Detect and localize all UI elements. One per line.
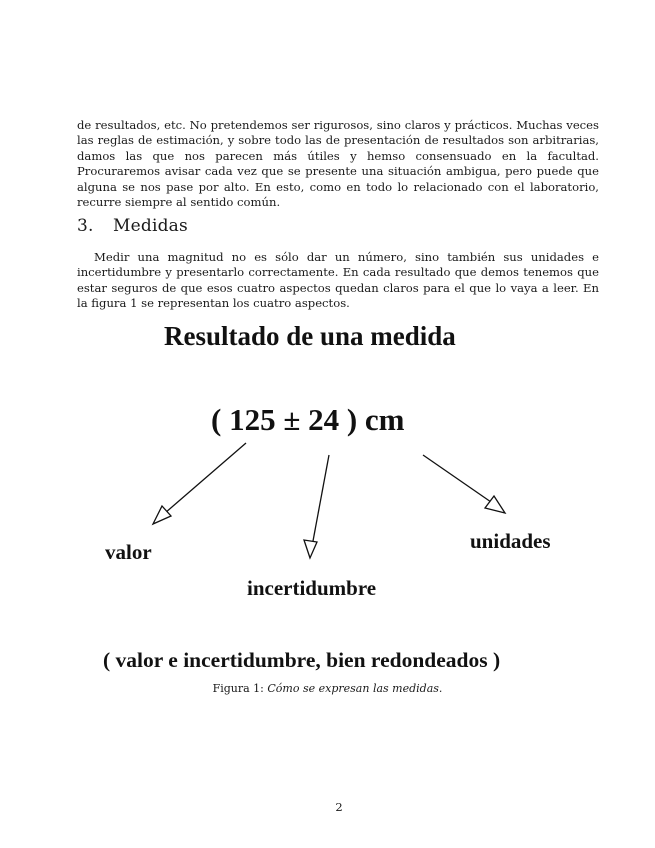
- arrow-to-unidades: [423, 455, 505, 513]
- page-number: 2: [335, 800, 343, 814]
- figure-title: Resultado de una medida: [164, 321, 456, 351]
- paragraph-intro-continued: de resultados, etc. No pretendemos ser rigurosos, sino claros y prácticos. Muchas veces las reglas de estimación, y sobre todo las de presentación de resultados son arbitrarias, damos las que nos parecen más útiles y hemso consensuado en la facultad. Procuraremos avisar cada vez que se presente una situación ambigua, pero puede que alguna se nos pase por alto. En esto, como en todo lo relacionado con el laboratorio, recurre siempre al sentido común.: [77, 118, 599, 210]
- arrow-to-valor: [153, 443, 246, 524]
- figure-bottom-note: ( valor e incertidumbre, bien redondeados ): [103, 648, 501, 672]
- arrow-to-incertidumbre: [304, 455, 329, 558]
- section-title: Medidas: [113, 216, 188, 236]
- caption-label: Figura 1:: [212, 682, 264, 695]
- figure-label-unidades: unidades: [470, 529, 551, 553]
- paragraph-medidas: Medir una magnitud no es sólo dar un número, sino también sus unidades e incertidumbre y presentarlo correctamente. En cada resultado que demos tenemos que estar seguros de que esos cuatro aspectos quedan claros para el que lo vaya a leer. En la figura 1 se representan los cuatro aspectos.: [77, 250, 599, 311]
- figure-measurement-expression: ( 125 ± 24 ) cm: [211, 402, 405, 437]
- section-number: 3.: [77, 216, 94, 236]
- figure-label-incertidumbre: incertidumbre: [247, 576, 377, 600]
- caption-text: Cómo se expresan las medidas.: [267, 682, 443, 695]
- figure-caption: [0, 682, 655, 695]
- figure-label-valor: valor: [105, 540, 152, 564]
